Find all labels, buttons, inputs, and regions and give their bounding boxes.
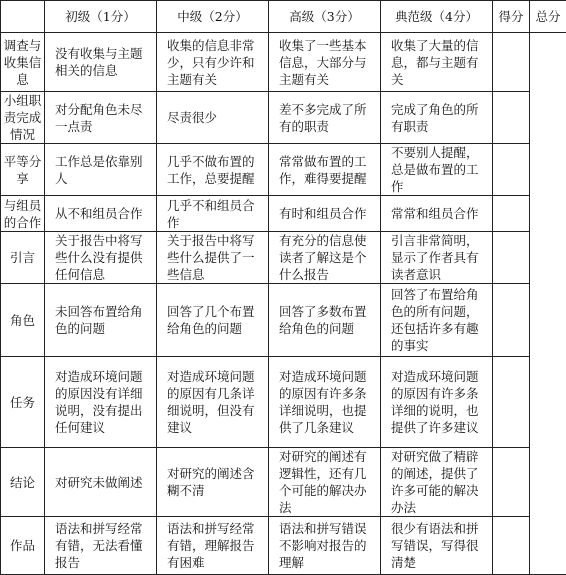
cell-beginner: 语法和拼写经常有错，无法看懂报告 [45,517,157,575]
score-cell [493,232,530,284]
cell-advanced: 有时和组员合作 [269,196,381,232]
total-cell [530,33,566,575]
table-row [1,196,566,232]
cell-advanced: 常常做布置的工作，难得要提醒 [269,144,381,196]
header-level-intermediate: 中级（2分） [157,1,269,33]
row-criterion: 引言 [1,232,45,284]
cell-exemplary: 完成了角色的所有职责 [381,92,493,144]
cell-intermediate: 对研究的阐述含糊不清 [157,448,269,517]
cell-advanced: 对研究的阐述有逻辑性，还有几个可能的解决办法 [269,448,381,517]
cell-exemplary: 对造成环境问题的原因有许多条详细的说明，也提供了许多建议 [381,357,493,448]
corner-header [1,1,45,33]
row-criterion: 平等分享 [1,144,45,196]
score-cell [493,357,530,448]
score-cell [493,517,530,575]
table-row [1,92,566,144]
table-row [1,144,566,196]
row-criterion: 结论 [1,448,45,517]
cell-intermediate: 几乎不做布置的工作，总要提醒 [157,144,269,196]
cell-advanced: 回答了多数布置给角色的问题 [269,284,381,357]
row-criterion: 调查与收集信息 [1,33,45,92]
cell-beginner: 对分配角色未尽一点责 [45,92,157,144]
cell-beginner: 未回答布置给角色的问题 [45,284,157,357]
cell-beginner: 工作总是依靠别人 [45,144,157,196]
table-row [1,232,566,284]
cell-intermediate: 尽责很少 [157,92,269,144]
cell-advanced: 语法和拼写错误不影响对报告的理解 [269,517,381,575]
header-level-beginner: 初级（1分） [45,1,157,33]
score-cell [493,144,530,196]
cell-exemplary: 回答了布置给角色的所有问题，还包括许多有趣的事实 [381,284,493,357]
table-row [1,284,566,357]
table-row [1,33,566,92]
header-score: 得分 [493,1,530,33]
cell-beginner: 从不和组员合作 [45,196,157,232]
cell-advanced: 有充分的信息使读者了解这是个什么报告 [269,232,381,284]
cell-advanced: 对造成环境问题的原因有许多条详细说明，也提供了几条建议 [269,357,381,448]
cell-intermediate: 对造成环境问题的原因有几条详细说明，但没有建议 [157,357,269,448]
table-row [1,448,566,517]
cell-intermediate: 收集的信息非常少，只有少许和主题有关 [157,33,269,92]
score-cell [493,448,530,517]
cell-beginner: 没有收集与主题相关的信息 [45,33,157,92]
cell-exemplary: 对研究做了精辟的阐述，提供了许多可能的解决办法 [381,448,493,517]
cell-intermediate: 几乎不和组员合作 [157,196,269,232]
cell-beginner: 关于报告中将写些什么没有提供任何信息 [45,232,157,284]
cell-exemplary: 很少有语法和拼写错误，写得很清楚 [381,517,493,575]
cell-exemplary: 常常和组员合作 [381,196,493,232]
cell-advanced: 收集了一些基本信息，大部分与主题有关 [269,33,381,92]
cell-intermediate: 语法和拼写经常有错，理解报告有困难 [157,517,269,575]
cell-beginner: 对研究未做阐述 [45,448,157,517]
table-row [1,517,566,575]
cell-exemplary: 不要别人提醒，总是做布置的工作 [381,144,493,196]
cell-exemplary: 引言非常简明，显示了作者具有读者意识 [381,232,493,284]
header-total: 总分 [530,1,566,33]
score-cell [493,196,530,232]
header-level-exemplary: 典范级（4分） [381,1,493,33]
row-criterion: 角色 [1,284,45,357]
header-row [1,1,566,33]
cell-exemplary: 收集了大量的信息，都与主题有关 [381,33,493,92]
cell-intermediate: 关于报告中将写些什么提供了一些信息 [157,232,269,284]
score-cell [493,33,530,92]
row-criterion: 小组职责完成情况 [1,92,45,144]
cell-advanced: 差不多完成了所有的职责 [269,92,381,144]
score-cell [493,284,530,357]
row-criterion: 作品 [1,517,45,575]
score-cell [493,92,530,144]
row-criterion: 与组员的合作 [1,196,45,232]
cell-intermediate: 回答了几个布置给角色的问题 [157,284,269,357]
cell-beginner: 对造成环境问题的原因没有详细说明，没有提出任何建议 [45,357,157,448]
row-criterion: 任务 [1,357,45,448]
header-level-advanced: 高级（3分） [269,1,381,33]
table-row [1,357,566,448]
